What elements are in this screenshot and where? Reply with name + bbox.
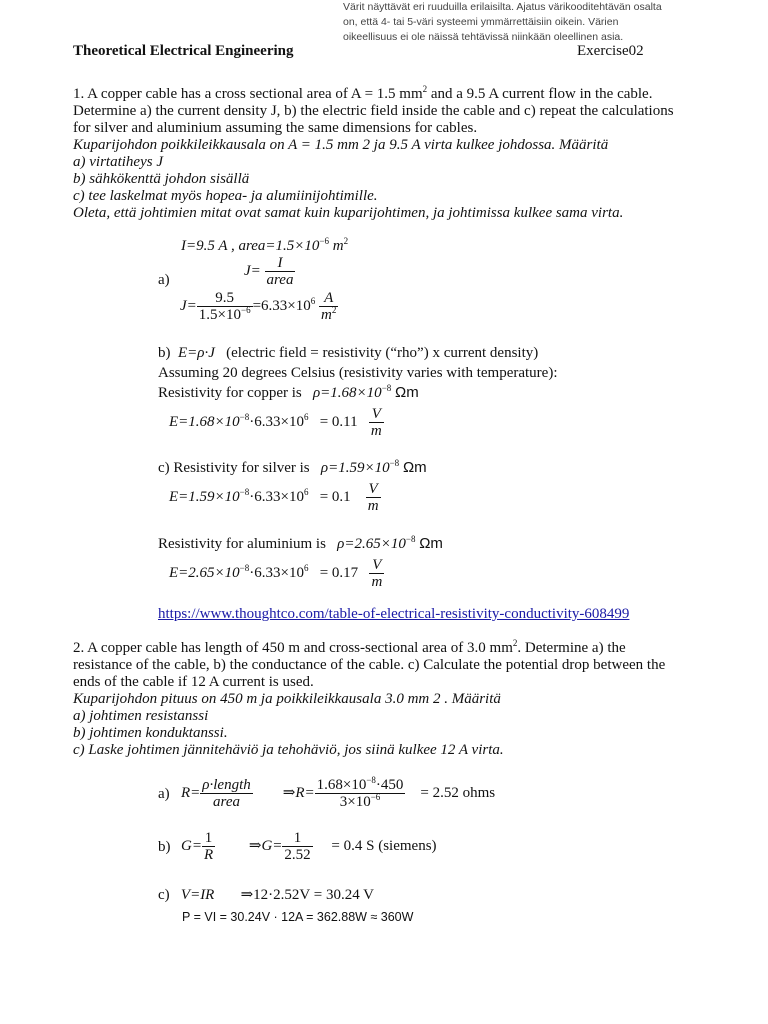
eq-text: Ωm [419, 535, 443, 552]
resistivity-table-link[interactable]: https://www.thoughtco.com/table-of-electrical-resistivity-conductivity-608499 [158, 606, 630, 622]
given-values [181, 238, 348, 255]
denominator [319, 307, 338, 323]
sup: 2 [331, 305, 337, 315]
unit-fraction [366, 481, 381, 514]
q1-finnish: b) sähkökenttä johdon sisällä [73, 171, 250, 187]
eq-text: J= [244, 262, 261, 279]
sup: −8 [381, 383, 392, 393]
color-note [343, 0, 662, 45]
q2-text: resistance of the cable, b) the conductance of the cable. c) Calculate the potential drop between the [73, 657, 666, 673]
eq-text: = 0.4 S (siemens) [331, 837, 437, 854]
copper-resistivity [158, 384, 419, 402]
eq-text: (electric field = resistivity (“rho”) x current density) [226, 345, 539, 361]
numerator: I [265, 255, 296, 272]
numerator: 1 [282, 830, 312, 847]
eq-text: I=9.5 A , area=1.5×10 [181, 238, 320, 254]
q2-part-c-line [158, 885, 374, 904]
denominator: m [371, 574, 383, 590]
sup: 6 [303, 486, 309, 497]
q2-text: ends of the cable if 12 A current is used. [73, 674, 314, 690]
eq-text: ρ=2.65×10 [337, 536, 406, 552]
eq-text: Ωm [402, 459, 427, 476]
numerator: ρ·length [202, 777, 251, 793]
numerator [315, 777, 406, 794]
numerator: V [366, 481, 381, 498]
eq-text: = 0.11 [319, 413, 358, 430]
eq-text: 3×10 [339, 794, 371, 810]
q1-text: 1. A copper cable has a cross sectional area of A = 1.5 mm [73, 86, 423, 102]
denominator: area [213, 794, 240, 810]
denominator: m [370, 423, 382, 439]
question-1 [73, 86, 713, 222]
eq-text: = 30.24 V [313, 887, 375, 903]
denominator: 2.52 [284, 847, 311, 863]
eq-text: = 2.52 ohms [420, 784, 496, 801]
q1-finnish: a) virtatiheys J [73, 154, 163, 170]
sup: 6 [303, 562, 309, 573]
q1-finnish: Kuparijohdon poikkileikkausala on A = 1.5 mm 2 ja 9.5 A virta kulkee johdossa. Määritä [73, 137, 609, 153]
unit-fraction [319, 290, 338, 323]
silver-field [169, 481, 381, 514]
sup: −8 [239, 486, 250, 497]
silver-resistivity [158, 459, 427, 477]
current-density-result [180, 290, 338, 323]
q1-text: Determine a) the current density J, b) the electric field inside the cable and c) repeat the calculations [73, 103, 674, 119]
question-2 [73, 640, 713, 759]
eq-text: m [321, 307, 332, 323]
unit-fraction [369, 557, 384, 590]
sup: −8 [366, 775, 376, 785]
fraction [197, 290, 253, 323]
eq-text: = 0.17 [319, 564, 359, 581]
eq-text: J= [180, 297, 197, 314]
eq-text: ρ=1.68×10 [312, 385, 382, 401]
unit-fraction [369, 406, 384, 439]
power-loss-line: P = VI = 30.24V · 12A = 362.88W ≈ 360W [182, 910, 414, 924]
fraction [265, 255, 296, 288]
eq-text: ⇒G= [248, 837, 283, 854]
numerator: V [369, 406, 384, 423]
exercise-label: Exercise02 [577, 43, 644, 59]
part-b-label: b) [158, 345, 171, 361]
eq-text: G= [181, 837, 202, 854]
numerator: V [369, 557, 384, 574]
eq-text: ·6.33×10 [249, 488, 304, 505]
sup: 6 [310, 295, 316, 306]
eq-text: ⇒12·2.52V [240, 887, 310, 903]
q2-part-c-label: c) [158, 887, 170, 903]
eq-text: E=ρ·J [178, 345, 215, 361]
eq-text: ·6.33×10 [249, 564, 304, 581]
q2-text: . Determine a) the [517, 640, 626, 656]
numerator: 9.5 [197, 290, 253, 307]
eq-text: Ωm [395, 384, 419, 401]
sup: −6 [319, 236, 329, 246]
note-line: oikeellisuus ei ole näissä tehtävissä niinkään oleellinen asia. [343, 31, 624, 43]
conductance-formula [181, 830, 437, 863]
numerator: 1 [202, 830, 215, 847]
q2-finnish: c) Laske johtimen jännitehäviö ja tehohäviö, jos siinä kulkee 12 A virta. [73, 742, 504, 758]
sup: 2 [343, 236, 349, 246]
sup: 2 [422, 84, 428, 94]
course-title: Theoretical Electrical Engineering [73, 43, 294, 59]
denominator: m [367, 498, 379, 514]
sup: −8 [389, 458, 400, 468]
eq-text: Resistivity for copper is [158, 385, 302, 401]
temperature-assumption: Assuming 20 degrees Celsius (resistivity varies with temperature): [158, 365, 558, 381]
sup: −8 [239, 562, 250, 573]
eq-text: E=1.59×10 [169, 488, 240, 505]
eq-text: ·450 [375, 777, 404, 793]
q1-text: for silver and aluminium assuming the same dimensions for cables. [73, 120, 478, 136]
sup: 6 [303, 411, 309, 422]
q2-text: 2. A copper cable has length of 450 m and cross-sectional area of 3.0 mm [73, 640, 513, 656]
resistivity-link-row [158, 606, 629, 623]
sup: 2 [512, 638, 518, 648]
q1-text: and a 9.5 A current flow in the cable. [427, 86, 653, 102]
eq-text: R= [181, 784, 201, 801]
q2-part-b-label: b) [158, 839, 171, 855]
sup: −8 [405, 534, 416, 544]
eq-text: ·6.33×10 [249, 413, 304, 430]
q1-finnish: c) tee laskelmat myös hopea- ja alumiinijohtimille. [73, 188, 378, 204]
denominator [197, 307, 253, 323]
sup: −8 [239, 411, 250, 422]
denominator: area [266, 272, 294, 288]
eq-text: ρ=1.59×10 [320, 460, 390, 476]
fraction [282, 830, 312, 863]
q2-part-a-label: a) [158, 786, 170, 802]
numerator: A [319, 290, 338, 307]
eq-text: 1.68×10 [316, 777, 367, 793]
fraction [202, 830, 215, 863]
q2-finnish: b) johtimen konduktanssi. [73, 725, 228, 741]
eq-text: =6.33×10 [252, 297, 311, 314]
eq-text: Resistivity for aluminium is [158, 536, 326, 552]
aluminium-resistivity [158, 535, 443, 553]
denominator [315, 794, 406, 810]
q1-finnish: Oleta, että johtimien mitat ovat samat kuin kuparijohtimen, ja johtimissa kulkee sama virta. [73, 205, 624, 221]
eq-text: m [329, 238, 344, 254]
eq-text: E=2.65×10 [169, 564, 240, 581]
copper-field [169, 406, 384, 439]
eq-text: = 0.1 [319, 488, 351, 505]
q2-finnish: a) johtimen resistanssi [73, 708, 209, 724]
eq-text: E=1.68×10 [169, 413, 240, 430]
fraction [200, 777, 252, 810]
sup: −6 [370, 792, 381, 802]
aluminium-field [169, 557, 384, 590]
current-density-formula [244, 255, 295, 288]
fraction [315, 777, 406, 810]
part-b-line [158, 345, 538, 362]
note-line: on, että 4- tai 5-väri systeemi ymmärrettäisiin oikein. Värien [343, 16, 619, 28]
part-a-label: a) [158, 272, 170, 288]
eq-text: V=IR [180, 887, 215, 903]
q2-finnish: Kuparijohdon pituus on 450 m ja poikkileikkausala 3.0 mm 2 . Määritä [73, 691, 501, 707]
eq-text: ⇒R= [282, 784, 315, 801]
eq-text: c) Resistivity for silver is [158, 460, 310, 476]
resistance-formula [181, 777, 495, 810]
note-line: Värit näyttävät eri ruuduilla erilaisilta. Ajatus värikooditehtävän osalta [343, 1, 662, 13]
sup: −6 [241, 305, 251, 315]
eq-text: 1.5×10 [198, 307, 241, 323]
denominator: R [203, 847, 214, 863]
